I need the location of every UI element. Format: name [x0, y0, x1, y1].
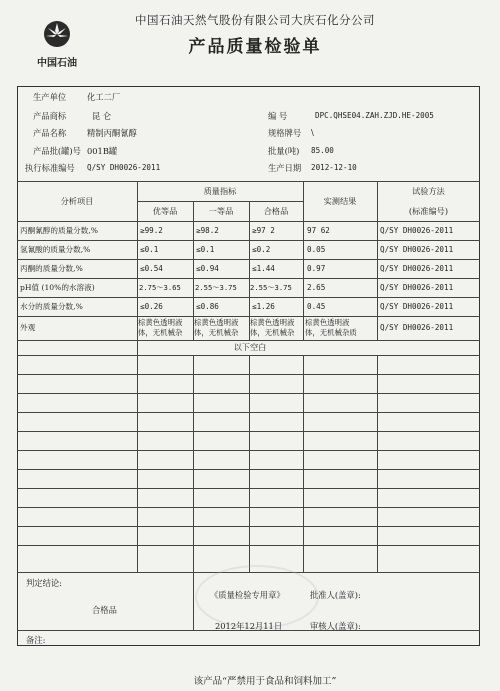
- row-4-method: Q/SY DH0026-2011: [380, 283, 454, 292]
- remark-label: 备注:: [26, 635, 46, 645]
- row-2-method: Q/SY DH0026-2011: [380, 245, 454, 254]
- reviewer-label: 审核人(盖章):: [310, 621, 361, 631]
- stamp-text: 《质量检验专用章》: [210, 590, 285, 600]
- grid-line: [137, 181, 138, 572]
- row-1-method: Q/SY DH0026-2011: [380, 226, 454, 235]
- grid-line: [249, 355, 250, 572]
- approver-label: 批准人(盖章):: [310, 590, 361, 600]
- row-3-result: 0.97: [307, 264, 326, 273]
- logo-text: 中国石油: [37, 58, 77, 69]
- batch-value: 001B罐: [87, 146, 118, 156]
- appearance-first-line1: 棕黄色透明液: [138, 318, 183, 327]
- header-method: 试验方法: [412, 186, 445, 196]
- row-5-item: 水分的质量分数,%: [20, 302, 83, 311]
- row-1-result: 97 62: [307, 226, 330, 235]
- row-3-second: ≤0.94: [196, 264, 219, 273]
- appearance-first-line2: 体，无机械杂: [138, 328, 183, 337]
- spec-label: 规格牌号: [268, 128, 302, 138]
- appearance-item: 外观: [20, 323, 36, 332]
- row-5-method: Q/SY DH0026-2011: [380, 302, 454, 311]
- company-name: 中国石油天然气股份有限公司大庆石化分公司: [135, 13, 375, 27]
- row-4-second: 2.55～3.75: [195, 283, 237, 292]
- header-first-grade: 优等品: [152, 206, 178, 216]
- row-4-result: 2.65: [307, 283, 326, 292]
- standard-value: Q/SY DH0026-2011: [87, 163, 161, 172]
- grid-line: [137, 201, 303, 202]
- header-item: 分析项目: [60, 196, 94, 206]
- row-4-first: 2.75～3.65: [139, 283, 181, 292]
- row-1-second: ≥98.2: [196, 226, 219, 235]
- document-title: 产品质量检验单: [188, 37, 322, 57]
- appearance-third-line2: 体，无机械杂: [250, 328, 295, 337]
- name-label: 产品名称: [33, 128, 67, 138]
- row-2-second: ≤0.1: [196, 245, 215, 254]
- appearance-result-line1: 棕黄色透明液: [305, 318, 350, 327]
- header-result: 实测结果: [323, 196, 357, 206]
- row-2-first: ≤0.1: [140, 245, 159, 254]
- row-2-third: ≤0.2: [252, 245, 271, 254]
- verdict-value: 合格品: [92, 605, 117, 615]
- row-5-result: 0.45: [307, 302, 326, 311]
- row-3-item: 丙酮的质量分数,%: [20, 264, 83, 273]
- name-value: 精制丙酮氰醇: [87, 128, 137, 138]
- unit-value: 化工二厂: [87, 92, 121, 102]
- quantity-value: 85.00: [311, 146, 334, 155]
- brand-value: 昆 仑: [92, 111, 112, 121]
- grid-line: [193, 572, 194, 630]
- grid-line: [377, 181, 378, 340]
- appearance-second-line1: 棕黄色透明液: [194, 318, 239, 327]
- batch-label: 产品批(罐)号: [33, 146, 81, 156]
- row-1-third: ≥97 2: [252, 226, 275, 235]
- quantity-label: 批量(吨): [268, 146, 300, 156]
- code-value: DPC.QHSE04.ZAH.ZJD.HE-2005: [315, 111, 434, 120]
- header-method-sub: (标准编号): [408, 206, 449, 216]
- blank-below-note: 以下空白: [233, 342, 267, 352]
- date-value: 2012-12-10: [311, 163, 357, 172]
- code-label: 编 号: [268, 111, 288, 121]
- appearance-third-line1: 棕黄色透明液: [250, 318, 295, 327]
- header-quality: 质量指标: [203, 186, 237, 196]
- header-qualified: 合格品: [263, 206, 289, 216]
- row-2-result: 0.05: [307, 245, 326, 254]
- verdict-label: 判定结论:: [26, 578, 62, 588]
- unit-label: 生产单位: [33, 92, 67, 102]
- footer-note: 该产品“严禁用于食品和饲料加工”: [193, 676, 337, 687]
- row-1-item: 丙酮氰醇的质量分数,%: [20, 226, 98, 235]
- grid-line: [303, 355, 304, 572]
- grid-line: [193, 355, 194, 572]
- row-4-third: 2.55～3.75: [250, 283, 292, 292]
- grid-line: [377, 355, 378, 572]
- row-5-third: ≤1.26: [252, 302, 275, 311]
- grid-line: [17, 181, 480, 182]
- header-second-grade: 一等品: [208, 206, 234, 216]
- row-2-item: 氢氰酸的质量分数,%: [20, 245, 91, 254]
- standard-label: 执行标准编号: [25, 163, 75, 173]
- row-3-method: Q/SY DH0026-2011: [380, 264, 454, 273]
- row-3-third: ≤1.44: [252, 264, 275, 273]
- grid-line: [17, 340, 480, 341]
- row-4-item: pH值 (10%的水溶液): [20, 283, 95, 292]
- row-5-first: ≤0.26: [140, 302, 163, 311]
- stamp-date: 2012年12月11日: [215, 621, 283, 631]
- row-5-second: ≤0.86: [196, 302, 219, 311]
- spec-value: \: [311, 127, 314, 137]
- appearance-result-line2: 体，无机械杂质: [305, 328, 357, 337]
- date-label: 生产日期: [268, 163, 302, 173]
- petrochina-logo: [22, 12, 92, 69]
- petrochina-emblem-icon: [22, 12, 92, 54]
- row-3-first: ≤0.54: [140, 264, 163, 273]
- appearance-second-line2: 体，无机械杂: [194, 328, 239, 337]
- brand-label: 产品商标: [33, 111, 67, 121]
- appearance-method: Q/SY DH0026-2011: [380, 323, 454, 332]
- row-1-first: ≥99.2: [140, 226, 163, 235]
